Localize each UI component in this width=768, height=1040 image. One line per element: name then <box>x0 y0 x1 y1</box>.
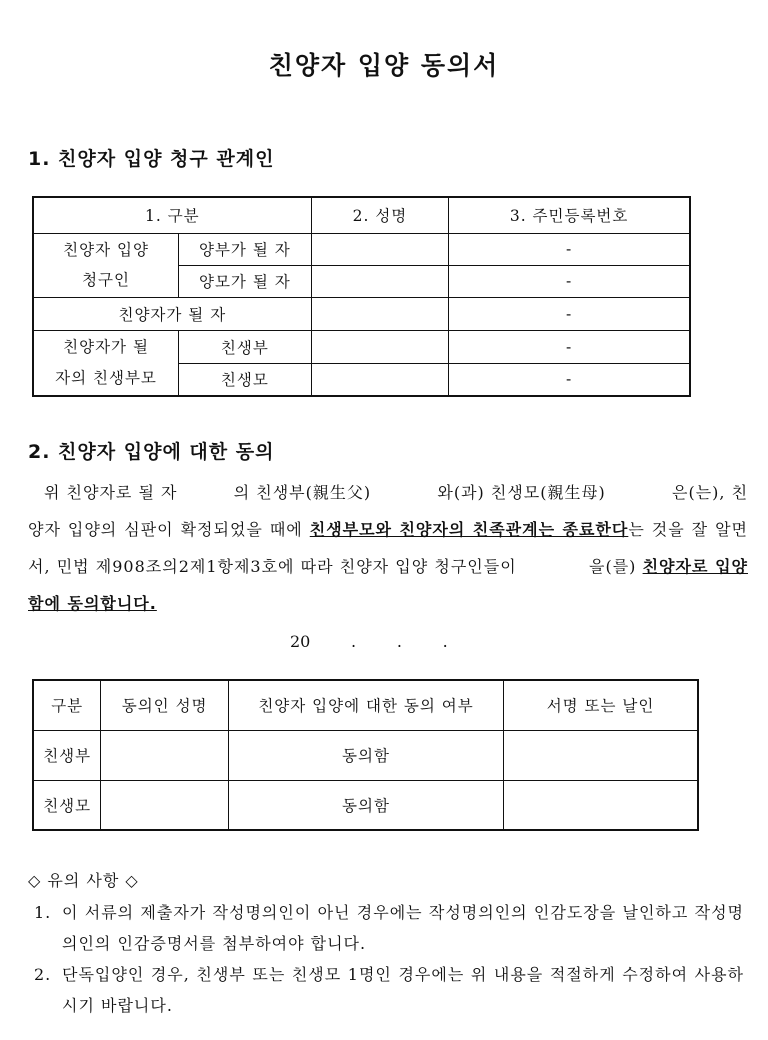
notes-heading: ◇ 유의 사항 ◇ <box>28 871 139 890</box>
consent-name-cell[interactable] <box>101 730 229 780</box>
header-resident-number: 3. 주민등록번호 <box>449 197 690 233</box>
adoptee-name-cell[interactable] <box>311 297 449 330</box>
adoptive-mother-name-cell[interactable] <box>311 265 449 297</box>
birth-mother-label: 친생모 <box>179 363 312 396</box>
consent-row-label: 친생모 <box>33 780 101 830</box>
consent-header-name: 동의인 성명 <box>101 680 229 730</box>
consent-bold-relationship: 친생부모와 친양자의 친족관계는 종료한다 <box>309 520 629 539</box>
header-name: 2. 성명 <box>311 197 449 233</box>
section2-heading: 2. 친양자 입양에 대한 동의 <box>28 441 275 463</box>
consent-text-a: 위 친양자로 될 자 <box>44 483 178 502</box>
consent-text-b: 의 친생부(親生父) <box>233 483 372 502</box>
consent-text-g: 을(를) <box>589 557 637 576</box>
consent-header-signature: 서명 또는 날인 <box>504 680 698 730</box>
consent-header-agreement: 친양자 입양에 대한 동의 여부 <box>228 680 503 730</box>
birth-parents-line2: 자의 친생부모 <box>55 368 157 387</box>
note-number: 2. <box>34 965 52 984</box>
header-category: 1. 구분 <box>33 197 311 233</box>
adoptive-mother-label: 양모가 될 자 <box>179 265 312 297</box>
claimant-group-line1: 친양자 입양 <box>63 241 149 259</box>
consent-text-f: 는 것을 잘 알면서, 민법 제908조의2제1항제3호에 따라 친양자 입양 청구인들이 <box>28 520 748 576</box>
section1-heading: 1. 친양자 입양 청구 관계인 <box>28 148 275 170</box>
note-item <box>34 959 744 1021</box>
claimant-group-line2: 청구인 <box>82 271 130 289</box>
birth-mother-name-cell[interactable] <box>311 363 449 396</box>
note-text: 단독입양인 경우, 친생부 또는 친생모 1명인 경우에는 위 내용을 적절하게 수정하여 사용하시기 바랍니다. <box>62 965 744 1015</box>
consent-name-cell[interactable] <box>101 780 229 830</box>
claimant-table <box>32 196 691 397</box>
table-row <box>33 780 698 830</box>
signature-cell[interactable] <box>504 780 698 830</box>
consent-status-cell: 동의함 <box>228 730 503 780</box>
birth-father-name-cell[interactable] <box>311 330 449 363</box>
consent-header-category: 구분 <box>33 680 101 730</box>
birth-father-id-cell[interactable]: - <box>449 330 690 363</box>
note-number: 1. <box>34 903 52 922</box>
consent-status-cell: 동의함 <box>228 780 503 830</box>
consent-text-d: 은 <box>671 483 689 502</box>
birth-father-label: 친생부 <box>179 330 312 363</box>
date-line[interactable]: 20 . . . <box>290 632 448 651</box>
birth-mother-id-cell[interactable]: - <box>449 363 690 396</box>
adoptive-father-name-cell[interactable] <box>311 233 449 265</box>
document-title: 친양자 입양 동의서 <box>268 51 500 80</box>
birth-parents-group-label <box>33 330 179 396</box>
note-text: 이 서류의 제출자가 작성명의인이 아닌 경우에는 작성명의인의 인감도장을 날인하고 작성명의인의 인감증명서를 첨부하여야 합니다. <box>62 903 744 953</box>
signature-cell[interactable] <box>504 730 698 780</box>
consent-text-e: (는), 친양자 입양의 심판이 확정되었을 때에 <box>28 483 749 539</box>
consent-row-label: 친생부 <box>33 730 101 780</box>
consent-table <box>32 679 699 831</box>
consent-text-c: 와(과) 친생모(親生母) <box>437 483 606 502</box>
consent-bold-agreement: 친양자로 입양함에 동의합니다. <box>28 557 748 613</box>
adoptive-mother-id-cell[interactable]: - <box>449 265 690 297</box>
consent-paragraph <box>28 474 748 622</box>
table-row <box>33 730 698 780</box>
birth-parents-line1: 친양자가 될 <box>63 337 149 356</box>
adoptee-id-cell[interactable]: - <box>449 297 690 330</box>
adoptive-father-label: 양부가 될 자 <box>179 233 312 265</box>
note-item <box>34 897 744 959</box>
adoptee-label: 친양자가 될 자 <box>33 297 311 330</box>
adoptive-father-id-cell[interactable]: - <box>449 233 690 265</box>
claimant-group-label <box>33 233 179 297</box>
